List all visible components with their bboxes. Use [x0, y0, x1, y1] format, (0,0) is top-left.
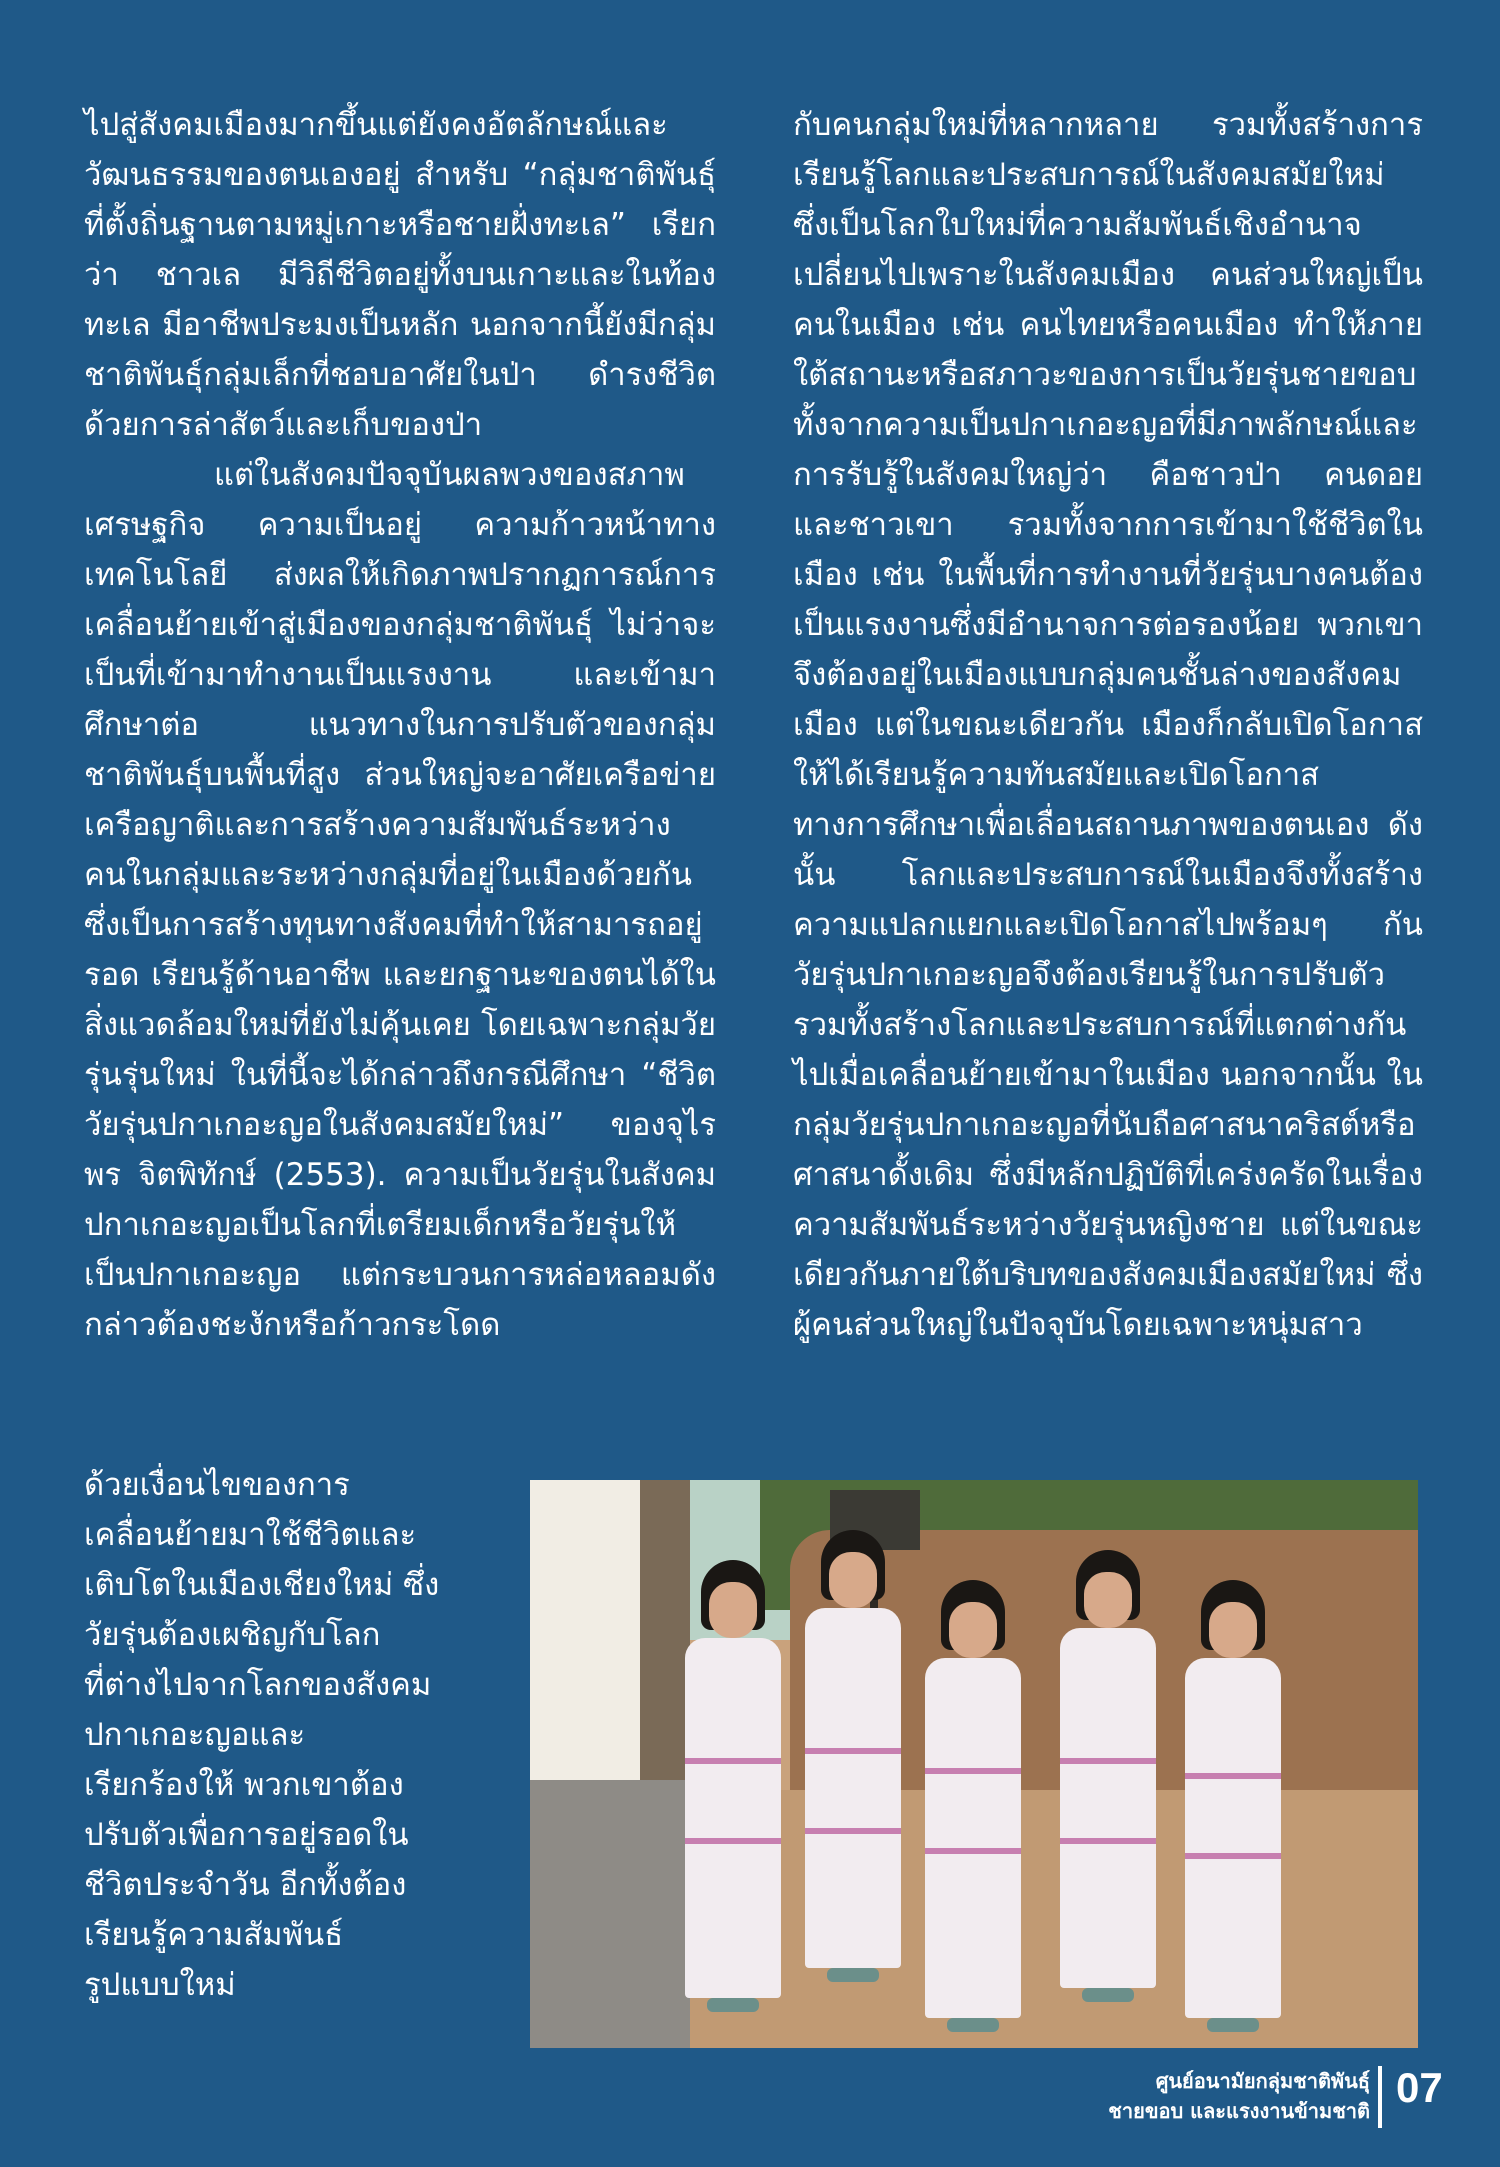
bottom-line: เรียกร้องให้ พวกเขาต้อง [84, 1767, 404, 1803]
bottom-line: วัยรุ่นต้องเผชิญกับโลก [84, 1617, 381, 1653]
bottom-line: รูปแบบใหม่ [84, 1967, 236, 2003]
bottom-line: ด้วยเงื่อนไขของการ [84, 1467, 350, 1503]
footer-divider [1378, 2066, 1382, 2128]
bottom-line: เติบโตในเมืองเชียงใหม่ ซึ่ง [84, 1567, 440, 1603]
footer-organization [1108, 2066, 1370, 2126]
bottom-line: ชีวิตประจำวัน อีกทั้งต้อง [84, 1867, 407, 1903]
footer-org-line-1: ศูนย์อนามัยกลุ่มชาติพันธุ์ [1155, 2069, 1370, 2093]
bottom-text-column [84, 1460, 446, 2010]
left-text-column [84, 100, 716, 1350]
page-number: 07 [1396, 2064, 1443, 2111]
footer-org-line-2: ชายขอบ และแรงงานข้ามชาติ [1108, 2099, 1370, 2123]
left-paragraph-2: แต่ในสังคมปัจจุบันผลพวงของสภาพเศรษฐกิจ ความเป็นอยู่ ความก้าวหน้าทางเทคโนโลยี ส่งผลให้เกิดภาพปรากฏการณ์การเคลื่อนย้ายเข้าสู่เมืองของกลุ่มชาติพันธุ์ ไม่ว่าจะเป็นที่เข้ามาทำงานเป็นแรงงาน และเข้ามาศึกษาต่อ แนวทางในการปรับตัวของกลุ่มชาติพันธุ์บนพื้นที่สูง ส่วนใหญ่จะอาศัยเครือข่ายเครือญาติและการสร้างความสัมพันธ์ระหว่างคนในกลุ่มและระหว่างกลุ่มที่อยู่ในเมืองด้วยกัน ซึ่งเป็นการสร้างทุนทางสังคมที่ทำให้สามารถอยู่รอด เรียนรู้ด้านอาชีพ และยกฐานะของตนได้ในสิ่งแวดล้อมใหม่ที่ยังไม่คุ้นเคย โดยเฉพาะกลุ่มวัยรุ่นรุ่นใหม่ ในที่นี้จะได้กล่าวถึงกรณีศึกษา “ชีวิตวัยรุ่นปกาเกอะญอในสังคมสมัยใหม่” ของจุไรพร จิตพิทักษ์ (2553). ความเป็นวัยรุ่นในสังคมปกาเกอะญอเป็นโลกที่เตรียมเด็กหรือวัยรุ่นให้เป็นปกาเกอะญอ แต่กระบวนการหล่อหลอมดังกล่าวต้องชะงักหรือก้าวกระโดด [84, 457, 716, 1343]
left-paragraph-1: ไปสู่สังคมเมืองมากขึ้นแต่ยังคงอัตลักษณ์และวัฒนธรรมของตนเองอยู่ สำหรับ “กลุ่มชาติพันธุ์ที่ตั้งถิ่นฐานตามหมู่เกาะหรือชายฝั่งทะเล” เรียกว่า ชาวเล มีวิถีชีวิตอยู่ทั้งบนเกาะและในท้องทะเล มีอาชีพประมงเป็นหลัก นอกจากนี้ยังมีกลุ่มชาติพันธุ์กลุ่มเล็กที่ชอบอาศัยในป่า ดำรงชีวิตด้วยการล่าสัตว์และเก็บของป่า [84, 107, 716, 443]
bottom-line: ที่ต่างไปจากโลกของสังคม [84, 1667, 432, 1703]
photo-stairs [530, 1780, 690, 2048]
bottom-line: เรียนรู้ความสัมพันธ์ [84, 1917, 344, 1953]
right-paragraph: กับคนกลุ่มใหม่ที่หลากหลาย รวมทั้งสร้างการเรียนรู้โลกและประสบการณ์ในสังคมสมัยใหม่ ซึ่งเป็นโลกใบใหม่ที่ความสัมพันธ์เชิงอำนาจเปลี่ยนไปเพราะในสังคมเมือง คนส่วนใหญ่เป็นคนในเมือง เช่น คนไทยหรือคนเมือง ทำให้ภายใต้สถานะหรือสภาวะของการเป็นวัยรุ่นชายขอบ ทั้งจากความเป็นปกาเกอะญอที่มีภาพลักษณ์และการรับรู้ในสังคมใหญ่ว่า คือชาวป่า คนดอย และชาวเขา รวมทั้งจากการเข้ามาใช้ชีวิตในเมือง เช่น ในพื้นที่การทำงานที่วัยรุ่นบางคนต้องเป็นแรงงานซึ่งมีอำนาจการต่อรองน้อย พวกเขาจึงต้องอยู่ในเมืองแบบกลุ่มคนชั้นล่างของสังคมเมือง แต่ในขณะเดียวกัน เมืองก็กลับเปิดโอกาสให้ได้เรียนรู้ความทันสมัยและเปิดโอกาสทางการศึกษาเพื่อเลื่อนสถานภาพของตนเอง ดังนั้น โลกและประสบการณ์ในเมืองจึงทั้งสร้างความแปลกแยกและเปิดโอกาสไปพร้อมๆ กัน วัยรุ่นปกาเกอะญอจึงต้องเรียนรู้ในการปรับตัว รวมทั้งสร้างโลกและประสบการณ์ที่แตกต่างกันไปเมื่อเคลื่อนย้ายเข้ามาในเมือง นอกจากนั้น ในกลุ่มวัยรุ่นปกาเกอะญอที่นับถือศาสนาคริสต์หรือศาสนาดั้งเดิม ซึ่งมีหลักปฏิบัติที่เคร่งครัดในเรื่องความสัมพันธ์ระหว่างวัยรุ่นหญิงชาย แต่ในขณะเดียวกันภายใต้บริบทของสังคมเมืองสมัยใหม่ ซึ่งผู้คนส่วนใหญ่ในปัจจุบันโดยเฉพาะหนุ่มสาว [793, 107, 1423, 1343]
bottom-line: เคลื่อนย้ายมาใช้ชีวิตและ [84, 1517, 417, 1553]
group-photo [530, 1480, 1418, 2048]
bottom-line: ปรับตัวเพื่อการอยู่รอดใน [84, 1817, 409, 1853]
right-text-column [793, 100, 1423, 1350]
bottom-line: ปกาเกอะญอและ [84, 1717, 306, 1753]
photo-ground [690, 1790, 1418, 2048]
